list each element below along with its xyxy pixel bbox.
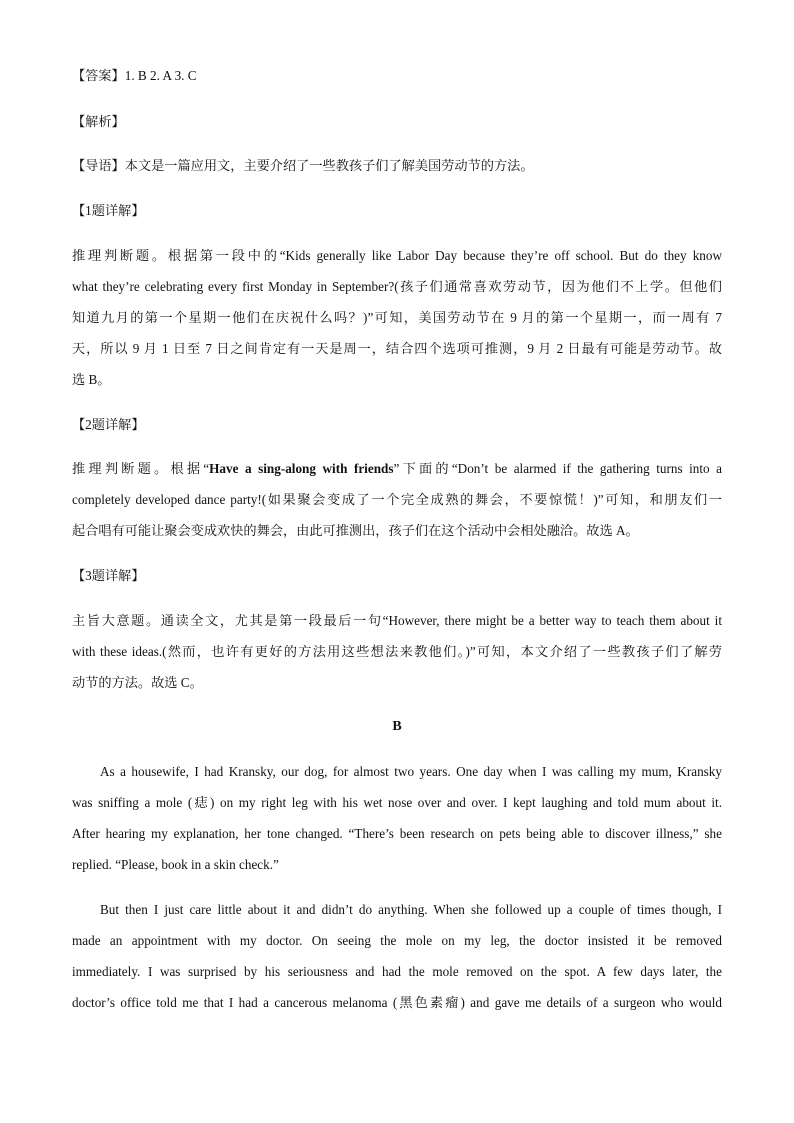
q1-line-3: 知道九月的第一个星期一他们在庆祝什么吗？)”可知，美国劳动节在 9 月的第一个星期一，而一周有 7 <box>72 310 722 325</box>
q3-heading: 【3题详解】 <box>72 568 145 583</box>
q1-heading: 【1题详解】 <box>72 203 145 218</box>
q1-line-5: 选 B。 <box>72 372 111 387</box>
analysis-heading: 【解析】 <box>72 114 125 129</box>
answer-line: 【答案】1. B 2. A 3. C <box>72 68 197 83</box>
para2-line-2: made an appointment with my doctor. On seeing the mole on my leg, the doctor insisted it be removed <box>72 933 722 948</box>
para2-line-4: doctor’s office told me that I had a cancerous melanoma (黑色素瘤) and gave me details of a surgeon who would <box>72 995 722 1010</box>
para2-line-1: But then I just care little about it and didn’t do anything. When she followed up a couple of times though, I <box>100 902 722 917</box>
q2-bold-quote: Have a sing-along with friends <box>209 461 394 476</box>
q3-line-1: 主旨大意题。通读全文，尤其是第一段最后一句“However, there might be a better way to teach them about it <box>72 613 722 628</box>
guide-line: 【导语】本文是一篇应用文，主要介绍了一些教孩子们了解美国劳动节的方法。 <box>72 158 534 173</box>
q2-line-3: 起合唱有可能让聚会变成欢快的舞会，由此可推测出，孩子们在这个活动中会相处融洽。故选 A。 <box>72 523 639 538</box>
q2-line-1 <box>72 461 722 477</box>
q1-line-1: 推理判断题。根据第一段中的“Kids generally like Labor Day because they’re off school. But do they know <box>72 248 722 263</box>
q3-line-2: with these ideas.(然而，也许有更好的方法用这些想法来教他们。)”可知，本文介绍了一些教孩子们了解劳 <box>72 644 722 659</box>
para1-line-3: After hearing my explanation, her tone changed. “There’s been research on pets being able to discover illness,” she <box>72 826 722 841</box>
para1-line-1: As a housewife, I had Kransky, our dog, for almost two years. One day when I was calling my mum, Kransky <box>100 764 722 779</box>
q2-line-1-prefix: 推理判断题。根据“ <box>72 461 210 476</box>
para1-line-4: replied. “Please, book in a skin check.” <box>72 857 279 872</box>
q2-line-1-suffix: ”下面的“Don’t be alarmed if the gathering turns into a <box>393 461 723 476</box>
para2-line-3: immediately. I was surprised by his seriousness and had the mole removed on the spot. A few days later, the <box>72 964 722 979</box>
q3-line-3: 动节的方法。故选 C。 <box>72 675 203 690</box>
section-title: B <box>392 719 402 734</box>
q2-heading: 【2题详解】 <box>72 417 145 432</box>
q1-line-2: what they’re celebrating every first Monday in September?(孩子们通常喜欢劳动节，因为他们不上学。但他们 <box>72 279 722 294</box>
q2-line-2: completely developed dance party!(如果聚会变成了一个完全成熟的舞会，不要惊慌！)”可知，和朋友们一 <box>72 492 722 507</box>
para1-line-2: was sniffing a mole (痣) on my right leg with his wet nose over and over. I kept laughing and told mum about it. <box>72 795 722 810</box>
q1-line-4: 天，所以 9 月 1 日至 7 日之间肯定有一天是周一，结合四个选项可推测，9 月 2 日最有可能是劳动节。故 <box>72 341 722 356</box>
